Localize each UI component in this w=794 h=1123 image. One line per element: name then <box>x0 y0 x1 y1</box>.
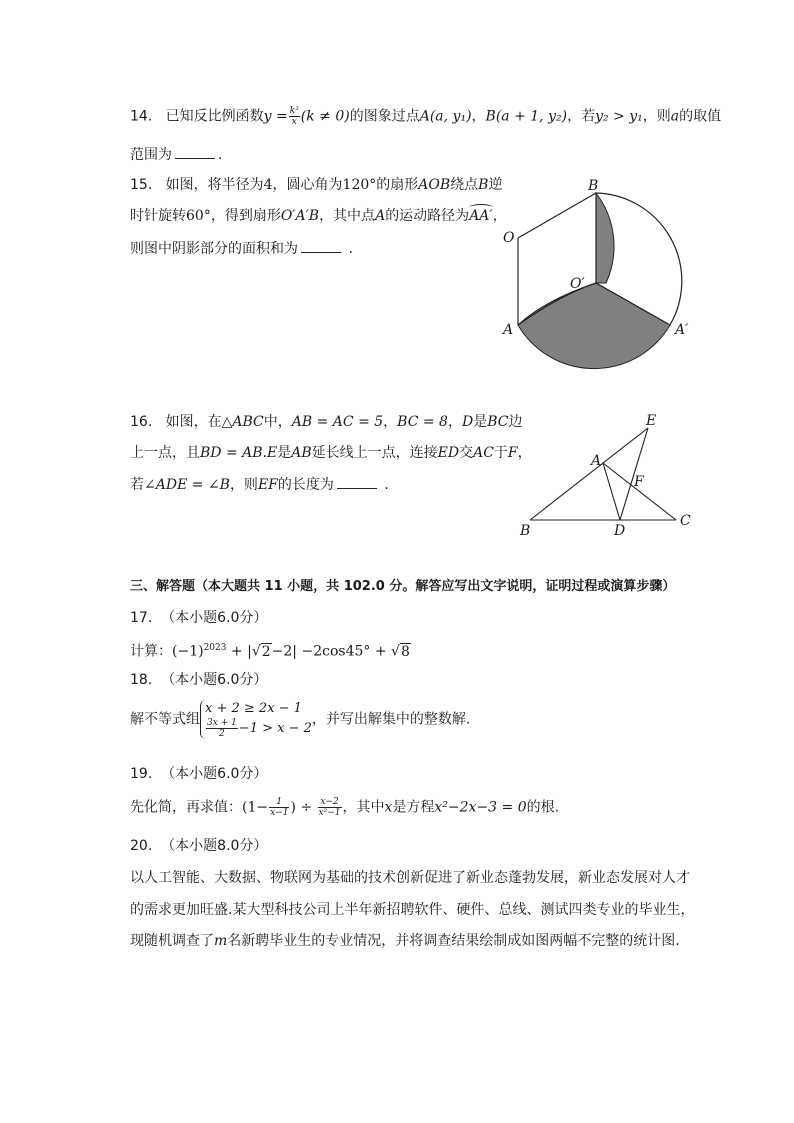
q15-figure <box>490 170 700 380</box>
q18-body <box>130 700 470 739</box>
q15-t5: 逆 <box>488 177 503 193</box>
q14-text: 已知反比例函数 <box>165 108 264 125</box>
q15-line2 <box>130 206 507 226</box>
q16-t11: ， <box>517 445 532 461</box>
q15-t11: 则图中阴影部分的面积和为 <box>130 241 298 257</box>
q16-t4: 边 <box>508 414 523 430</box>
q17-t2: + | <box>226 643 252 660</box>
q15-t3: 的扇形 <box>376 177 419 193</box>
q18-ineq1: x + 2 ≥ 2x − 1 <box>205 701 302 716</box>
label-o2: O′ <box>570 276 585 292</box>
q16-t10: 于 <box>493 445 508 461</box>
q16-eq3: BD = AB <box>200 445 263 461</box>
q19-frac1 <box>269 797 289 818</box>
q14-number: 14. <box>130 108 153 125</box>
q14-frac <box>289 106 300 127</box>
q16-seg3: ED <box>437 445 460 461</box>
q16-c1: ， <box>383 414 398 430</box>
shaded-region-lower <box>518 283 670 369</box>
q16-t5: 上一点，且 <box>130 445 200 461</box>
q20-para1: 以人工智能、大数据、物联网为基础的技术创新促进了新业态蓬勃发展，新业态发展对人才 <box>130 870 690 886</box>
label-b: B <box>520 523 531 538</box>
q14-range: 范围为 <box>130 147 172 163</box>
section-title <box>130 577 675 597</box>
q19-points: （本小题6.0分） <box>161 766 268 782</box>
q15-line1 <box>130 175 502 195</box>
q14-if: ，若 <box>567 108 596 125</box>
shaded-region-upper <box>596 193 614 283</box>
q14-frac-num: k² <box>289 106 299 116</box>
q18-ineq2-tail: −1 > x − 2 <box>238 721 312 736</box>
q18-solve: 解不等式组 <box>130 711 200 728</box>
q20-header <box>130 836 267 856</box>
q16-pte: E <box>267 445 278 461</box>
q17-points: （本小题6.0分） <box>161 610 268 626</box>
q20-p3b: 名新聘毕业生的专业情况，并将调查结果绘制成如图两幅不完整的统计图. <box>227 933 680 949</box>
q16-figure <box>507 408 700 538</box>
q17-t1: (−1) <box>172 643 204 660</box>
q18-comma: ， <box>311 711 326 728</box>
q15-number: 15. <box>130 177 153 193</box>
q20-para3 <box>130 931 680 951</box>
section-t1: 三、解答题（本大题共 <box>130 579 265 594</box>
q20-number: 20. <box>130 838 153 854</box>
q19-var: x <box>384 799 393 816</box>
label-a: A <box>591 453 602 469</box>
q14-tail: 的取值 <box>679 108 722 125</box>
q15-t6: 时针旋转 <box>130 208 186 224</box>
q19-eq: x²−2x−3 = 0 <box>434 799 527 816</box>
q16-ang: ∠ADE = ∠B <box>144 477 230 493</box>
q17-sqrt8: 8 <box>400 643 410 660</box>
label-d: D <box>614 523 626 538</box>
q19-f1d: x−1 <box>270 808 289 818</box>
label-c: C <box>680 513 691 529</box>
q17-exp: 2023 <box>203 643 227 653</box>
answer-blank <box>175 144 215 159</box>
q16-c2: ， <box>447 414 462 430</box>
q15-t10: ， <box>492 208 507 224</box>
q17-body: 计算：$(-1)^{2023} + |√2-2| -2\cos 45^\circ + √8$ <box>130 643 410 660</box>
answer-blank <box>301 238 341 253</box>
q14-line2 <box>130 144 222 165</box>
q16-eq2: BC = 8 <box>397 414 448 430</box>
q15-end: . <box>348 241 353 257</box>
q18-points: （本小题6.0分） <box>161 672 268 688</box>
q14-point-a: A(a, y₁) <box>419 108 472 125</box>
label-b: B <box>588 178 599 194</box>
q16-seg2: AB <box>291 445 312 461</box>
q17-calc: 计算： <box>130 643 172 660</box>
q18-frac-num: 3x + 1 <box>207 718 237 728</box>
q15-angle: 120° <box>342 177 377 193</box>
q15-t7: ，得到扇形 <box>210 208 281 224</box>
label-o: O <box>503 230 515 246</box>
q19-f1n: 1 <box>269 797 289 808</box>
q18-tail: 并写出解集中的整数解. <box>325 711 471 728</box>
answer-blank <box>337 474 377 489</box>
q16-t12: 若 <box>130 477 144 493</box>
q16-t9: 交 <box>459 445 474 461</box>
q16-t8: 延长线上一点，连接 <box>311 445 438 461</box>
segment-a-c <box>603 463 676 520</box>
q15-t1: 如图，将半径为 <box>165 177 264 193</box>
q16-ptd: D <box>461 414 474 430</box>
q18-frac-den: 2 <box>219 729 225 739</box>
section-count: 11 <box>264 579 283 594</box>
q16-ptf: F <box>507 445 518 461</box>
q14-then: ，则 <box>642 108 671 125</box>
q16-t14: 的长度为 <box>277 477 334 493</box>
q18-ineq2 <box>205 718 312 739</box>
q20-para2: 的需求更加旺盛.某大型科技公司上半年新招聘软件、硬件、总线、测试四类专业的毕业生， <box>130 902 695 918</box>
q15-sector: AOB <box>418 177 451 193</box>
q16-t3: 是 <box>473 414 488 430</box>
q15-radius: 4 <box>263 177 273 193</box>
q15-arc-label: AA′ <box>469 208 493 224</box>
section-t3: 分。解答应写出文字说明，证明过程或演算步骤） <box>384 579 676 594</box>
q20-m: m <box>214 933 228 949</box>
q18-header <box>130 670 267 690</box>
q18-frac <box>206 718 238 739</box>
q14-line1 <box>130 106 721 127</box>
label-a: A <box>503 322 514 338</box>
q16-eq1: AB = AC = 5 <box>291 414 384 430</box>
q15-line3 <box>130 238 353 259</box>
q20-points: （本小题8.0分） <box>161 838 268 854</box>
q14-cond: (k ≠ 0) <box>300 108 350 125</box>
q17-sqrt2: 2 <box>261 643 271 660</box>
q19-mid2: 是方程 <box>392 799 435 816</box>
q15-t9: 的运动路径为 <box>385 208 470 224</box>
q19-header <box>130 764 267 784</box>
q16-t2: 中， <box>263 414 292 430</box>
q15-t2: ，圆心角为 <box>272 177 343 193</box>
q15-t8: ，其中点 <box>319 208 376 224</box>
q18-number: 18. <box>130 672 153 688</box>
label-e: E <box>646 413 657 429</box>
section-score: 102.0 <box>343 579 385 594</box>
q16-tri: △ABC <box>221 414 264 430</box>
q15-pt: B <box>478 177 489 193</box>
segment-a-d <box>603 463 620 520</box>
q16-t7: 是 <box>277 445 292 461</box>
segment-b-e <box>530 428 648 520</box>
q16-t6: . <box>262 445 267 461</box>
q16-end: . <box>384 477 389 493</box>
label-f: F <box>634 474 644 490</box>
q14-text2: 的图象过点 <box>349 108 420 125</box>
q19-p2: ) ÷ <box>290 799 317 816</box>
q14-end: . <box>218 147 223 163</box>
q14-frac-den: x <box>291 117 297 127</box>
q16-seg: BC <box>487 414 509 430</box>
q14-ineq: y₂ > y₁ <box>595 108 643 125</box>
q15-pta: A <box>375 208 386 224</box>
q19-p1: (1− <box>242 799 269 816</box>
q19-f2n: x−2 <box>318 797 342 808</box>
q19-f2d: x²−1 <box>318 808 341 818</box>
section-t2: 小题，共 <box>282 579 344 594</box>
q16-t13: ，则 <box>229 477 258 493</box>
q16-seg4: AC <box>473 445 494 461</box>
q19-body <box>130 797 559 818</box>
q17-t3: −2| −2cos45° + <box>271 643 392 660</box>
q14-sep: ， <box>471 108 486 125</box>
q17-number: 17. <box>130 610 153 626</box>
q16-t1: 如图，在 <box>165 414 222 430</box>
q15-rot: 60° <box>186 208 211 224</box>
q18-system <box>200 700 312 739</box>
q17-header <box>130 608 267 628</box>
q16-seg5: EF <box>257 477 278 493</box>
q19-mid: ，其中 <box>342 799 385 816</box>
q14-var: a <box>670 108 680 125</box>
q20-p3a: 现随机调查了 <box>130 933 214 949</box>
q16-number: 16. <box>130 414 153 430</box>
q16-line1 <box>130 412 522 432</box>
q19-tail: 的根. <box>526 799 560 816</box>
q14-func: y = <box>263 108 288 125</box>
segment-o-b <box>518 193 596 238</box>
q15-t4: 绕点 <box>450 177 479 193</box>
q16-line3 <box>130 474 389 495</box>
q16-line2 <box>130 443 532 463</box>
q19-number: 19. <box>130 766 153 782</box>
label-a2: A′ <box>675 322 689 338</box>
q14-point-b: B(a + 1, y₂) <box>485 108 568 125</box>
q19-intro: 先化简，再求值： <box>130 799 242 816</box>
q15-sector2: O′A′B <box>280 208 320 224</box>
q19-frac2 <box>318 797 342 818</box>
